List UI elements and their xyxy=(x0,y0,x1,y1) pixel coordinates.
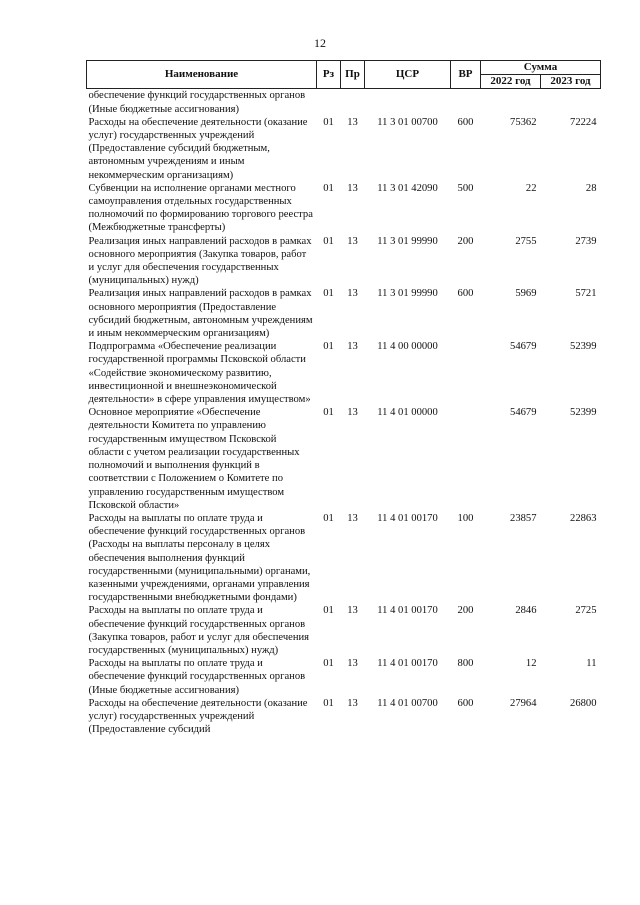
cell-2022: 27964 xyxy=(510,697,537,709)
cell-name: Реализация иных направлений расходов в рамках основного мероприятия (Предоставление субсидий бюджетным, автономным учреждениям и иным некоммерческим организациям) xyxy=(88,288,313,340)
cell-name: Основное мероприятие «Обеспечение деятельности Комитета по управлению государственным имуществом Псковской области с учетом реализации государственных полномочий и выполнения функций в соответствии с Положением о Комитете по управлению государственным имуществом Псковской области» xyxy=(88,407,300,511)
cell-vr: 600 xyxy=(457,697,474,709)
table-row xyxy=(87,235,601,288)
cell-pr: 13 xyxy=(347,407,358,419)
cell-pr: 13 xyxy=(347,288,358,300)
cell-2022: 54679 xyxy=(510,407,537,419)
cell-2023: 52399 xyxy=(570,341,597,353)
table-row xyxy=(87,340,601,406)
cell-2023: 22863 xyxy=(570,512,597,524)
cell-vr: 200 xyxy=(457,235,474,247)
cell-vr: 600 xyxy=(457,288,474,300)
cell-rz: 01 xyxy=(323,341,334,353)
header-csr: ЦСР xyxy=(365,61,451,89)
header-rz: Рз xyxy=(317,61,341,89)
cell-vr: 200 xyxy=(457,605,474,617)
cell-rz: 01 xyxy=(323,605,334,617)
cell-csr: 11 4 01 00170 xyxy=(377,512,438,524)
header-pr: Пр xyxy=(341,61,365,89)
header-name: Наименование xyxy=(87,61,317,89)
cell-vr xyxy=(451,340,481,406)
cell-name: Подпрограмма «Обеспечение реализации государственной программы Псковской области «Содействие экономическому развитию, инвестиционной и внешнеэкономической деятельности» в сфере управления имуществом» xyxy=(88,341,311,406)
header-vr: ВР xyxy=(451,61,481,89)
cell-name: Расходы на обеспечение деятельности (оказание услуг) государственных учреждений (Предоставление субсидий бюджетным, автономным учреждениям и иным некоммерческим организациям) xyxy=(88,116,308,181)
cell-2023: 2739 xyxy=(575,235,597,247)
table-row xyxy=(87,604,601,657)
cell-csr: 11 4 01 00170 xyxy=(377,658,438,670)
cell-rz: 01 xyxy=(323,697,334,709)
cell-pr: 13 xyxy=(347,182,358,194)
cell-2022: 12 xyxy=(525,658,537,670)
cell-rz: 01 xyxy=(323,512,334,524)
table-row xyxy=(87,182,601,235)
cell-2023: 5721 xyxy=(575,288,597,300)
header-sum: Сумма xyxy=(481,61,601,75)
cell-2023: 52399 xyxy=(570,407,597,419)
cell-2022: 22 xyxy=(525,182,537,194)
table-row xyxy=(87,89,601,116)
cell-csr: 11 4 01 00170 xyxy=(377,605,438,617)
table-row xyxy=(87,116,601,182)
cell-2023 xyxy=(541,89,601,116)
cell-rz: 01 xyxy=(323,182,334,194)
cell-2022: 75362 xyxy=(510,116,537,128)
cell-pr: 13 xyxy=(347,235,358,247)
page-number: 12 xyxy=(314,36,326,50)
table-row xyxy=(87,512,601,604)
cell-rz: 01 xyxy=(323,288,334,300)
cell-name: Реализация иных направлений расходов в рамках основного мероприятия (Закупка товаров, работ и услуг для обеспечения государственных (муниципальных) нужд) xyxy=(88,235,312,287)
cell-pr: 13 xyxy=(347,512,358,524)
cell-2022: 2755 xyxy=(515,235,537,247)
cell-pr: 13 xyxy=(347,341,358,353)
cell-csr: 11 3 01 99990 xyxy=(377,288,438,300)
cell-csr: 11 3 01 00700 xyxy=(377,116,438,128)
cell-csr: 11 4 01 00700 xyxy=(377,697,438,709)
cell-vr xyxy=(451,406,481,512)
cell-csr: 11 3 01 99990 xyxy=(377,235,438,247)
cell-pr: 13 xyxy=(347,697,358,709)
cell-name: Субвенции на исполнение органами местного самоуправления отдельных государственных полномочий по формированию торгового реестра (Межбюджетные трансферты) xyxy=(88,182,313,234)
cell-csr: 11 4 01 00000 xyxy=(377,407,438,419)
cell-2022: 2846 xyxy=(515,605,537,617)
cell-name: Расходы на выплаты по оплате труда и обеспечение функций государственных органов (Закупка товаров, работ и услуг для обеспечения государственных (муниципальных) нужд) xyxy=(88,605,310,656)
cell-vr: 800 xyxy=(457,658,474,670)
cell-rz xyxy=(317,89,341,116)
cell-vr: 600 xyxy=(457,116,474,128)
cell-name: Расходы на обеспечение деятельности (оказание услуг) государственных учреждений (Предоставление субсидий xyxy=(88,697,308,736)
cell-2022: 54679 xyxy=(510,341,537,353)
cell-2022: 5969 xyxy=(515,288,537,300)
cell-pr: 13 xyxy=(347,605,358,617)
cell-vr: 500 xyxy=(457,182,474,194)
cell-2022 xyxy=(481,89,541,116)
cell-rz: 01 xyxy=(323,407,334,419)
cell-pr: 13 xyxy=(347,116,358,128)
cell-rz: 01 xyxy=(323,658,334,670)
table-row xyxy=(87,657,601,697)
cell-name: Расходы на выплаты по оплате труда и обеспечение функций государственных органов (Иные бюджетные ассигнования) xyxy=(88,658,306,696)
cell-vr xyxy=(451,89,481,116)
cell-2023: 2725 xyxy=(575,605,597,617)
cell-pr: 13 xyxy=(347,658,358,670)
cell-rz: 01 xyxy=(323,235,334,247)
cell-name: обеспечение функций государственных органов (Иные бюджетные ассигнования) xyxy=(88,90,306,115)
budget-table xyxy=(86,60,601,736)
header-2023: 2023 год xyxy=(541,75,601,89)
cell-rz: 01 xyxy=(323,116,334,128)
header-2022: 2022 год xyxy=(481,75,541,89)
cell-pr xyxy=(341,89,365,116)
cell-2023: 11 xyxy=(586,658,597,670)
cell-csr: 11 3 01 42090 xyxy=(377,182,438,194)
table-body xyxy=(87,89,601,736)
table-row xyxy=(87,697,601,737)
table-row xyxy=(87,287,601,340)
table-row xyxy=(87,406,601,512)
cell-2023: 28 xyxy=(585,182,597,194)
cell-vr: 100 xyxy=(457,512,474,524)
cell-name: Расходы на выплаты по оплате труда и обеспечение функций государственных органов (Расходы на выплаты персоналу в целях обеспечения выполнения функций государственными (муниципальными) органами, казенными учреждениями, органами управления государственными внебюджетными фондами) xyxy=(88,512,311,604)
cell-2023: 26800 xyxy=(570,697,597,709)
cell-2022: 23857 xyxy=(510,512,537,524)
cell-csr: 11 4 00 00000 xyxy=(377,341,438,353)
cell-csr xyxy=(365,89,451,116)
cell-2023: 72224 xyxy=(570,116,597,128)
